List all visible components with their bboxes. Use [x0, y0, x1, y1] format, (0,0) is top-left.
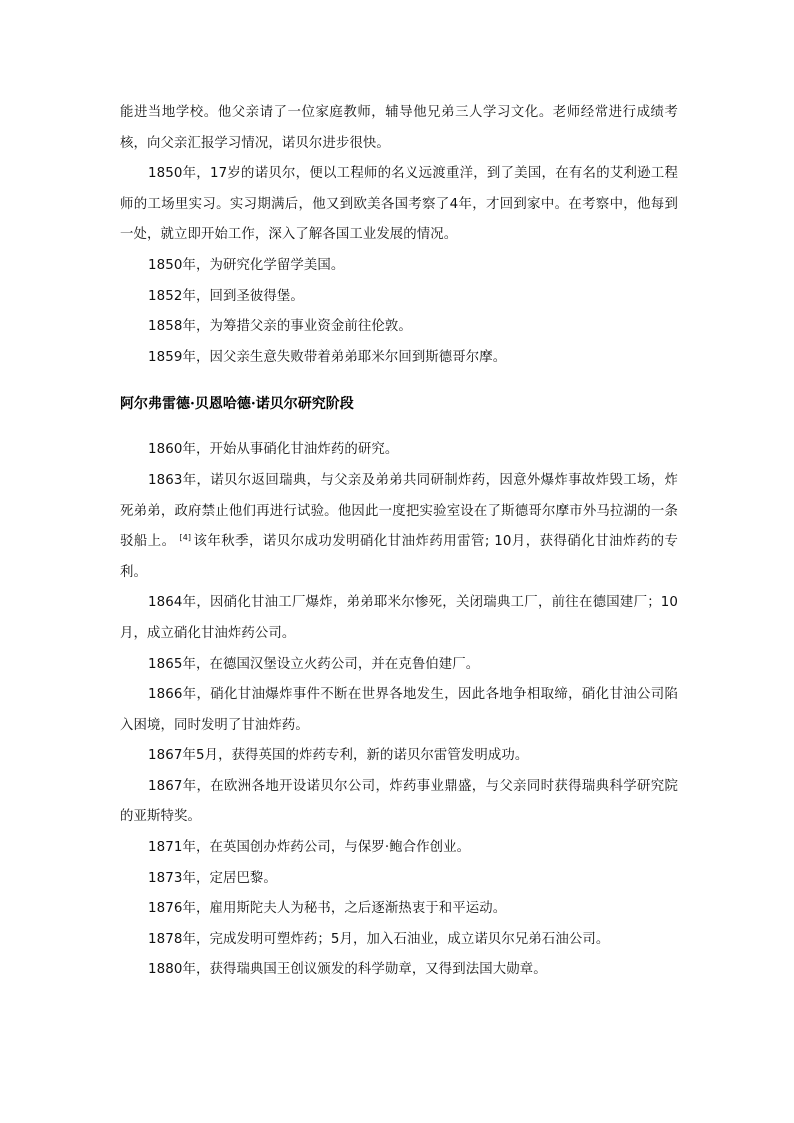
- paragraph-continuation: 能进当地学校。他父亲请了一位家庭教师，辅导他兄弟三人学习文化。老师经常进行成绩考核，向父亲汇报学习情况，诺贝尔进步很快。: [120, 105, 678, 151]
- paragraph-1873: 1873年，定居巴黎。: [148, 870, 277, 886]
- paragraph-1876: 1876年，雇用斯陀夫人为秘书，之后逐渐热衷于和平运动。: [148, 901, 507, 917]
- paragraph-1863-continued: 该年秋季，诺贝尔成功发明硝化甘油炸药用雷管; 10月，获得硝化甘油炸药的专利。: [120, 534, 678, 580]
- paragraph-1852: 1852年，回到圣彼得堡。: [148, 288, 304, 304]
- paragraph-1867-may: 1867年5月，获得英国的炸药专利，新的诺贝尔雷管发明成功。: [148, 748, 529, 764]
- paragraph-1860: 1860年，开始从事硝化甘油炸药的研究。: [148, 442, 399, 458]
- paragraph-1865: 1865年，在德国汉堡设立火药公司，并在克鲁伯建厂。: [148, 656, 480, 672]
- paragraph-1871: 1871年，在英国创办炸药公司，与保罗·鲍合作创业。: [148, 840, 471, 856]
- citation-superscript[interactable]: [4]: [179, 532, 192, 542]
- paragraph-1850-study: 1850年，为研究化学留学美国。: [148, 257, 345, 273]
- paragraph-1863-text: 1863年，诺贝尔返回瑞典，与父亲及弟弟共同研制炸药，因意外爆炸事故炸毁工场，炸死弟弟，政府禁止他们再进行试验。他因此一度把实验室设在了斯德哥尔摩市外马拉湖的一条驳船上。: [120, 472, 678, 550]
- document-body: [120, 98, 678, 986]
- paragraph-1866: 1866年，硝化甘油爆炸事件不断在世界各地发生，因此各地争相取缔，硝化甘油公司陷入困境，同时发明了甘油炸药。: [120, 687, 678, 733]
- paragraph-1878: 1878年，完成发明可塑炸药；5月，加入石油业，成立诺贝尔兄弟石油公司。: [148, 931, 610, 947]
- paragraph-1864: 1864年，因硝化甘油工厂爆炸，弟弟耶米尔惨死，关闭瑞典工厂，前往在德国建厂；10月，成立硝化甘油炸药公司。: [120, 595, 678, 641]
- paragraph-1858: 1858年，为筹措父亲的事业资金前往伦敦。: [148, 319, 412, 335]
- paragraph-1867: 1867年，在欧洲各地开设诺贝尔公司，炸药事业鼎盛，与父亲同时获得瑞典科学研究院的亚斯特奖。: [120, 778, 678, 825]
- paragraph-1859: 1859年，因父亲生意失败带着弟弟耶米尔回到斯德哥尔摩。: [148, 349, 507, 365]
- paragraph-1850-america: 1850年，17岁的诺贝尔，便以工程师的名义远渡重洋，到了美国，在有名的艾利逊工程师的工场里实习。实习期满后，他又到欧美各国考察了4年，才回到家中。在考察中，他每到一处，就立即开始工作，深入了解各国工业发展的情况。: [120, 166, 678, 243]
- paragraph-1880: 1880年，获得瑞典国王创议颁发的科学勋章，又得到法国大勋章。: [148, 962, 547, 978]
- section-heading-research: 阿尔弗雷德·贝恩哈德·诺贝尔研究阶段: [120, 396, 354, 413]
- paragraph-1863: [120, 466, 678, 588]
